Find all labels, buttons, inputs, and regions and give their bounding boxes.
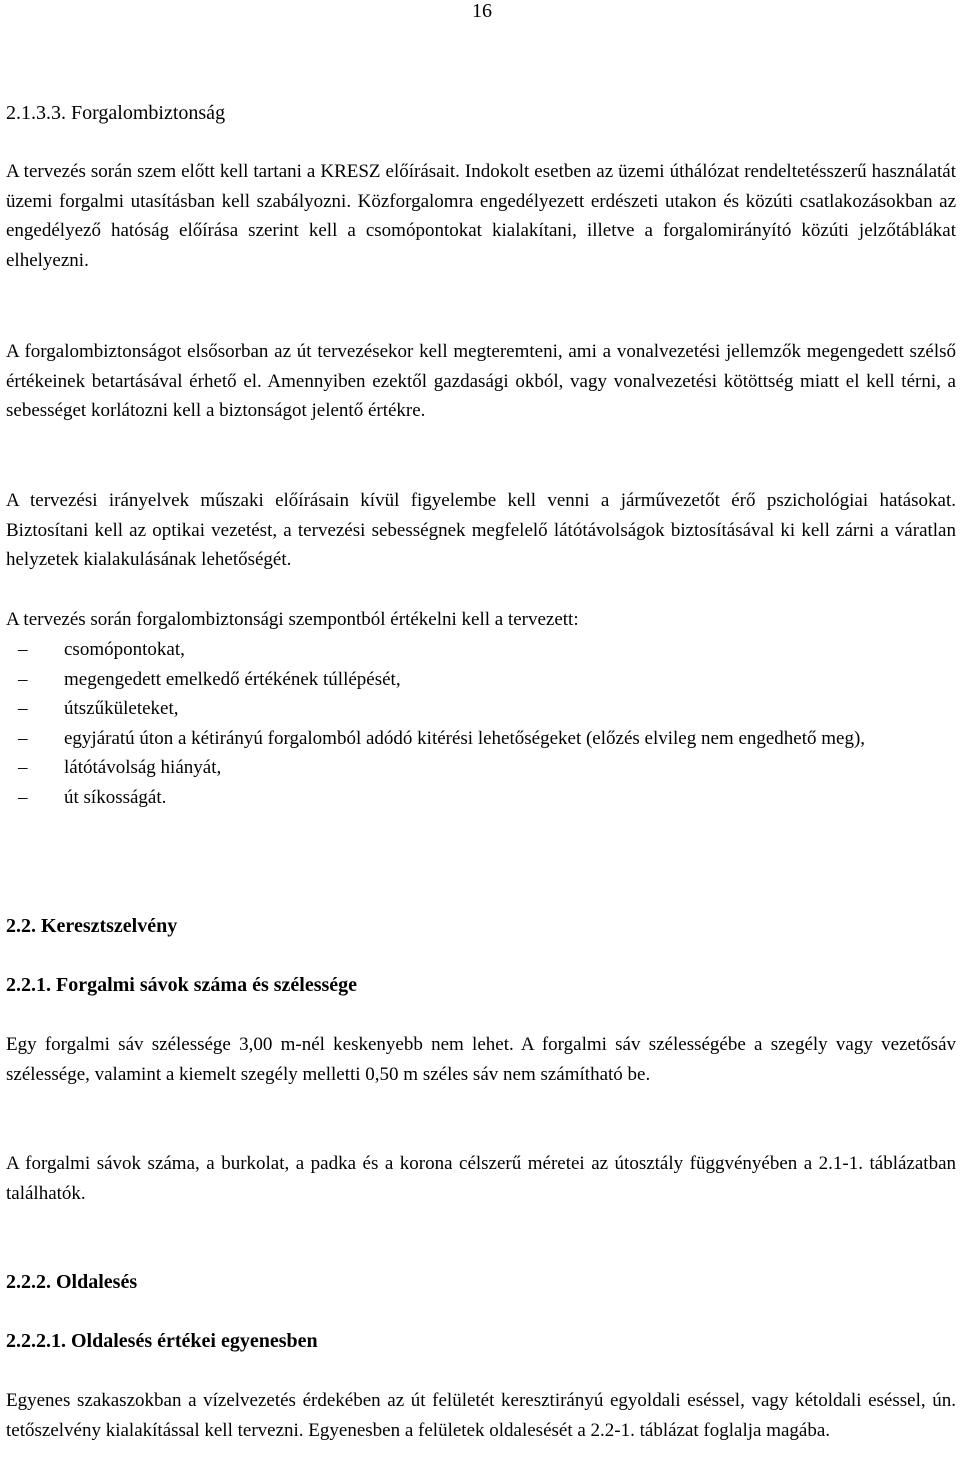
list-item: – csomópontokat, <box>6 635 956 665</box>
dash-bullet: – <box>18 727 28 749</box>
paragraph-psychological-effects: A tervezési irányelvek műszaki előírásain kívül figyelembe kell venni a járművezetőt érő pszichológiai hatásokat. Biztosítani kell az optikai vezetést, a tervezési sebességnek megfelelő látótávolságok biztosításával ki kell zárni a váratlan helyzetek kialakulásának lehetőségét. <box>6 490 956 571</box>
paragraph-kresz: A tervezés során szem előtt kell tartani a KRESZ előírásait. Indokolt esetben az üzemi úthálózat rendeltetésszerű használatát üzemi forgalmi utasításban kell szabályozni. Közforgalomra engedélyezett erdészeti utakon és közúti csatlakozásokban az engedélyező hatóság előírása szerint kell a csomópontokat kialakítani, illetve a forgalomirányító közúti jelzőtáblákat elhelyezni. <box>6 161 956 271</box>
paragraph-lane-width: Egy forgalmi sáv szélessége 3,00 m-nél keskenyebb nem lehet. A forgalmi sáv szélességébe a szegély vagy vezetősáv szélessége, valamint a kiemelt szegély melletti 0,50 m széles sáv nem számítható be. <box>6 1034 956 1085</box>
paragraph-evaluation-intro: A tervezés során forgalombiztonsági szempontból értékelni kell a tervezett: <box>6 609 579 630</box>
paragraph-lane-count: A forgalmi sávok száma, a burkolat, a padka és a korona célszerű méretei az útosztály függvényében a 2.1-1. táblázatban találhatók. <box>6 1153 956 1204</box>
section-heading-2-2: 2.2. Keresztszelvény <box>6 915 178 937</box>
list-item: – egyjáratú úton a kétirányú forgalomból adódó kitérési lehetőségeket (előzés elvileg nem engedhető meg), <box>6 724 956 754</box>
section-heading-2-2-1: 2.2.1. Forgalmi sávok száma és szélessége <box>6 974 358 996</box>
dash-bullet: – <box>18 698 28 720</box>
dash-bullet: – <box>18 786 28 808</box>
dash-bullet: – <box>18 639 28 660</box>
dash-bullet: – <box>18 757 28 779</box>
list-item: – megengedett emelkedő értékének túllépését, <box>6 665 956 695</box>
section-heading-2-1-3-3: 2.1.3.3. Forgalombiztonság <box>6 102 226 124</box>
list-item: – látótávolság hiányát, <box>6 753 956 783</box>
page-number: 16 <box>472 0 492 22</box>
paragraph-road-design-safety: A forgalombiztonságot elsősorban az út tervezésekor kell megteremteni, ami a vonalvezetési jellemzők megengedett szélső értékeinek betartásával érhető el. Amennyiben ezektől gazdasági okból, vagy vonalvezetési kötöttség miatt el kell térni, a sebességet korlátozni kell a biztonságot jelentő értékre. <box>6 341 956 422</box>
paragraph-cross-slope: Egyenes szakaszokban a vízelvezetés érdekében az út felületét keresztirányú egyoldali eséssel, vagy kétoldali eséssel, ún. tetőszelvény kialakítással kell tervezni. Egyenesben a felületek oldalesését a 2.2-1. táblázat foglalja magába. <box>6 1390 956 1441</box>
section-heading-2-2-2: 2.2.2. Oldalesés <box>6 1271 138 1293</box>
section-heading-2-2-2-1: 2.2.2.1. Oldalesés értékei egyenesben <box>6 1330 318 1352</box>
evaluation-list <box>6 635 956 813</box>
list-item: – útszűkületeket, <box>6 694 956 724</box>
list-item: – út síkosságát. <box>6 783 956 813</box>
dash-bullet: – <box>18 668 28 690</box>
